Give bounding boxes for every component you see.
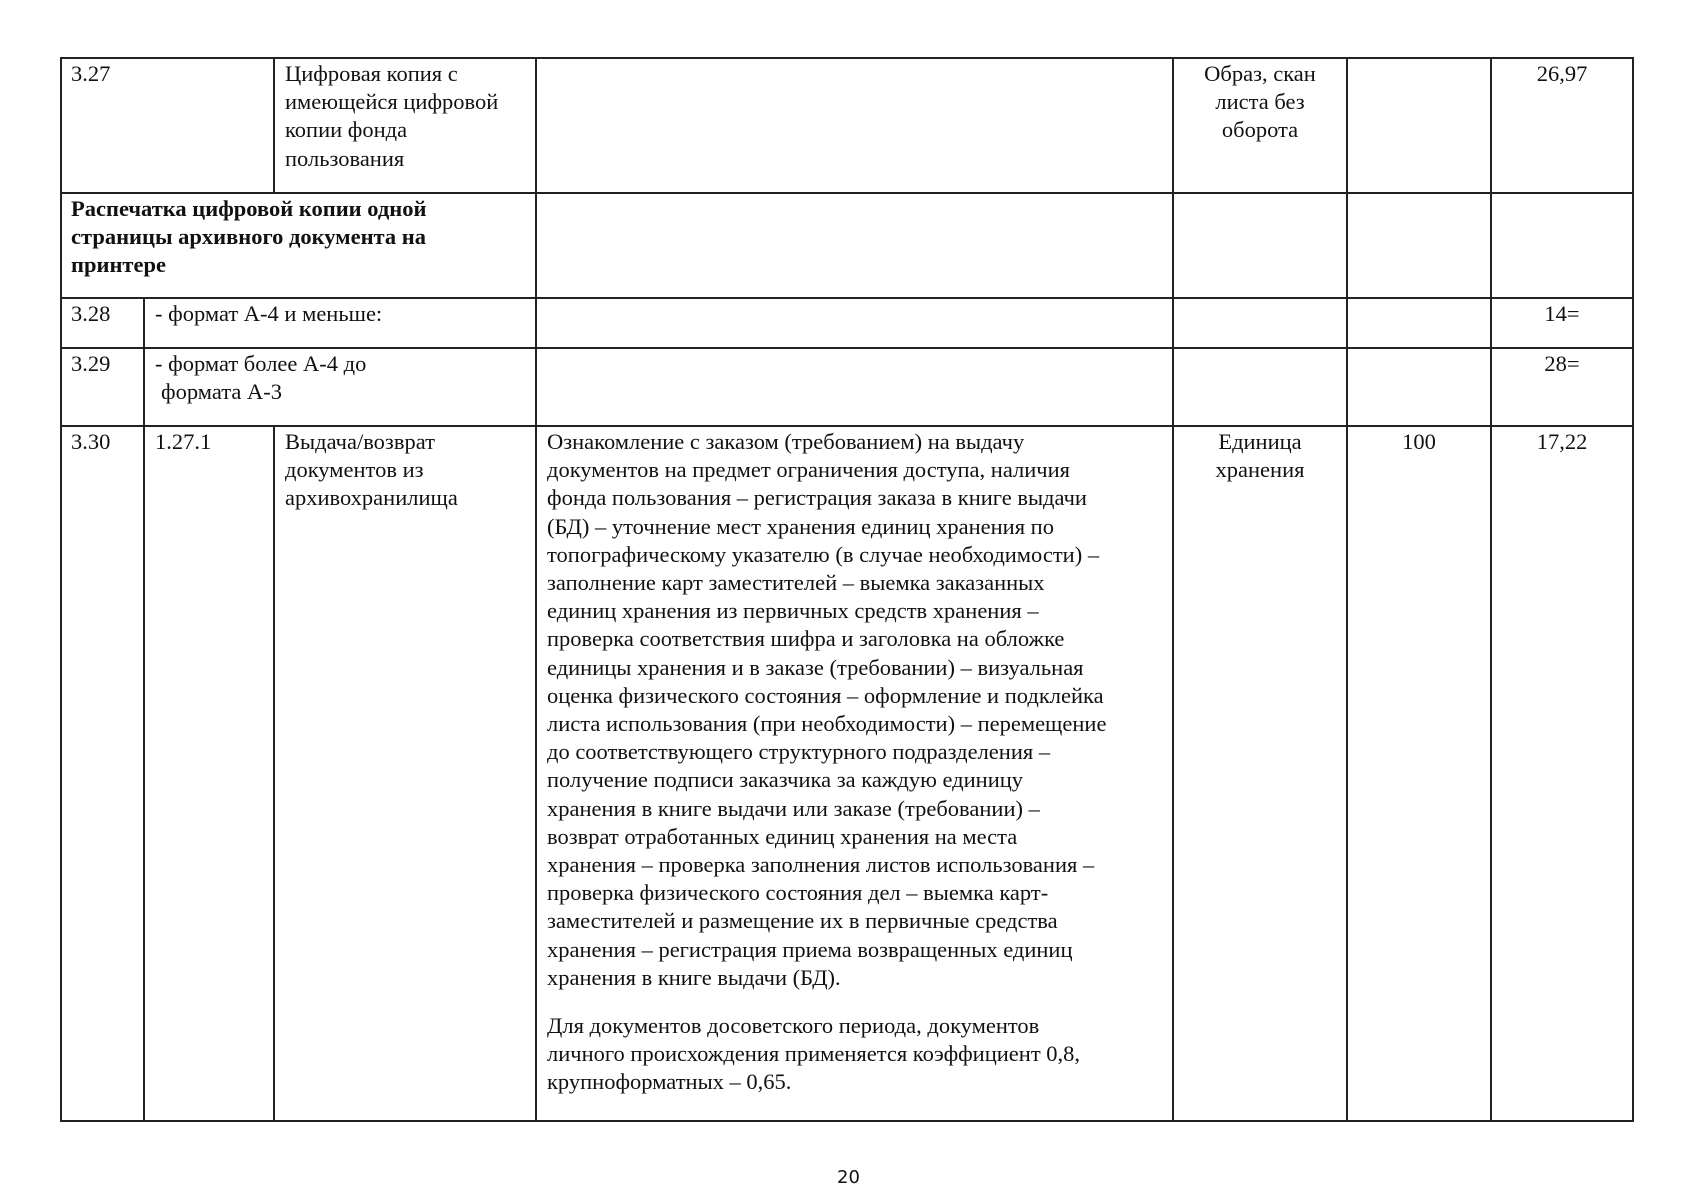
column-divider: [1490, 58, 1492, 1122]
text-line: до соответствующего структурного подразделения –: [547, 739, 1051, 765]
row-divider: [60, 192, 1634, 194]
text-line: оборота: [1221, 117, 1299, 143]
text-line: листа использования (при необходимости) – перемещение: [547, 711, 1107, 737]
text-line: хранения: [1215, 457, 1305, 483]
row-3-30-name: [285, 428, 458, 513]
row-divider: [60, 57, 1634, 59]
text-line: хранения – проверка заполнения листов использования –: [547, 852, 1095, 878]
text-line: (БД) – уточнение мест хранения единиц хранения по: [547, 513, 1054, 539]
row-divider: [60, 425, 1634, 427]
row-3-30-price: 17,22: [1536, 429, 1588, 454]
row-3-30-number: 3.30: [71, 429, 111, 454]
text-line: копии фонда: [285, 117, 408, 143]
row-3-29-number: 3.29: [71, 351, 111, 376]
column-divider: [1172, 58, 1174, 1122]
column-divider: [1346, 58, 1348, 1122]
text-line: личного происхождения применяется коэффициент 0,8,: [547, 1041, 1081, 1067]
row-3-30-code: 1.27.1: [155, 429, 212, 454]
row-3-27-unit: [1174, 60, 1346, 145]
text-line: Ознакомление с заказом (требованием) на выдачу: [547, 429, 1025, 454]
text-line: получение подписи заказчика за каждую единицу: [547, 767, 1024, 793]
text-line: крупноформатных – 0,65.: [547, 1069, 792, 1095]
text-line: фонда пользования – регистрация заказа в книге выдачи: [547, 485, 1087, 511]
text-line: хранения в книге выдачи или заказе (требовании) –: [547, 795, 1040, 821]
text-line: Для документов досоветского периода, документов: [547, 1013, 1040, 1039]
text-line: оценка физического состояния – оформление и подклейка: [547, 682, 1104, 708]
text-line: - формат более А-4 до: [155, 351, 367, 376]
text-line: единиц хранения из первичных средств хранения –: [547, 598, 1039, 624]
row-3-30-norm: 100: [1402, 429, 1436, 454]
column-divider: [1632, 58, 1634, 1122]
row-divider: [60, 347, 1634, 349]
row-3-27-price: 26,97: [1536, 61, 1588, 86]
text-line: проверка физического состояния дел – выемка карт-: [547, 880, 1049, 906]
column-divider: [535, 58, 537, 1122]
text-line: страницы архивного документа на: [71, 224, 426, 250]
coefficient-note: [547, 1012, 1106, 1097]
row-3-29-name: [155, 350, 366, 406]
text-line: архивохранилища: [285, 485, 458, 511]
text-line: заместителей и размещение их в первичные средства: [547, 908, 1058, 934]
text-line: Распечатка цифровой копии одной: [71, 196, 427, 221]
text-line: формата А-3: [161, 379, 282, 405]
text-line: документов из: [285, 457, 424, 483]
section-heading: [71, 195, 426, 280]
row-3-28-price: 14=: [1544, 301, 1580, 326]
row-divider: [60, 1120, 1634, 1122]
row-3-30-unit: [1174, 428, 1346, 484]
row-3-27-name: [285, 60, 498, 173]
row-3-28-name: - формат А-4 и меньше:: [155, 301, 383, 326]
text-line: топографическому указателю (в случае необходимости) –: [547, 541, 1100, 567]
text-line: хранения – регистрация приема возвращенных единиц: [547, 936, 1073, 962]
text-line: пользования: [285, 145, 405, 171]
page-number: 20: [837, 1167, 860, 1188]
row-3-28-number: 3.28: [71, 301, 111, 326]
row-3-27-number: 3.27: [71, 61, 111, 86]
column-divider: [273, 58, 275, 194]
text-line: Образ, скан: [1204, 61, 1316, 86]
column-divider: [143, 298, 145, 1122]
row-3-29-price: 28=: [1544, 351, 1580, 376]
row-3-30-description: [547, 428, 1106, 1097]
row-divider: [60, 297, 1634, 299]
text-line: имеющейся цифровой: [285, 89, 499, 115]
text-line: Цифровая копия с: [285, 61, 458, 86]
text-line: единицы хранения и в заказе (требовании) – визуальная: [547, 654, 1084, 680]
column-divider: [273, 426, 275, 1122]
text-line: листа без: [1215, 89, 1305, 115]
text-line: принтере: [71, 252, 166, 278]
text-line: заполнение карт заместителей – выемка заказанных: [547, 570, 1045, 596]
text-line: документов на предмет ограничения доступа, наличия: [547, 457, 1070, 483]
column-divider: [60, 58, 62, 1122]
text-line: возврат отработанных единиц хранения на места: [547, 823, 1018, 849]
text-line: проверка соответствия шифра и заголовка на обложке: [547, 626, 1065, 652]
text-line: Единица: [1218, 429, 1302, 454]
text-line: хранения в книге выдачи (БД).: [547, 964, 841, 990]
text-line: Выдача/возврат: [285, 429, 435, 454]
